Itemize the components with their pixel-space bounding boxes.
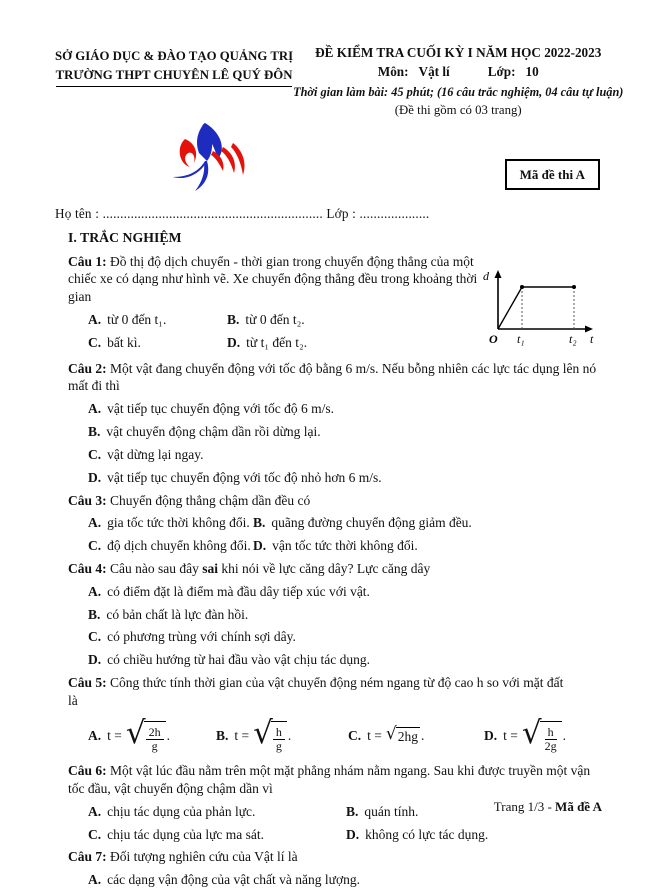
option-a: A. các dạng vận động của vật chất và năng lượng. xyxy=(88,872,360,888)
option-a: A. gia tốc tức thời không đổi. xyxy=(88,515,250,531)
option-b: B. từ 0 đến t₂. xyxy=(227,312,305,328)
grade-label: Lớp: xyxy=(487,64,516,80)
student-line xyxy=(55,205,608,222)
pages-line: (Đề thi gồm có 03 trang) xyxy=(394,103,522,118)
graph-t1-label: t₁ xyxy=(517,331,525,346)
displacement-time-graph xyxy=(478,265,606,347)
question-1-text: Câu 1: Đồ thị độ dịch chuyển - thời gian trong chuyển động thẳng của một chiếc xe có dạng như hình vẽ. Xe chuyển động thẳng đều trong khoảng thời gian xyxy=(68,253,478,305)
question-1-label: Câu 1: xyxy=(68,253,107,269)
option-d: D. không có lực tác dụng. xyxy=(346,826,489,842)
question-5-text: Câu 5: Công thức tính thời gian của vật chuyển động ném ngang từ độ cao h so với mặt đất là xyxy=(68,675,564,708)
option-c: C. vật dừng lại ngay. xyxy=(88,446,204,462)
option-a: A. có điểm đặt là điểm mà đầu dây tiếp xúc với vật. xyxy=(88,583,370,599)
sqrt-icon: √ xyxy=(521,714,542,751)
option-d: D. từ t₁ đến t₂. xyxy=(227,334,308,350)
class-label: Lớp : xyxy=(322,205,360,221)
subject-label: Môn: xyxy=(377,64,409,80)
grade-value: 10 xyxy=(525,64,539,80)
question-4-text: Câu 4: Câu nào sau đây sai khi nói về lực căng dây? Lực căng dây xyxy=(68,560,431,576)
option-c: C. có phương trùng với chính sợi dây. xyxy=(88,629,296,645)
option-c: C. bất kì. xyxy=(88,334,141,350)
sqrt-icon: √ xyxy=(125,714,146,751)
question-1 xyxy=(68,253,608,352)
page-footer xyxy=(494,798,602,815)
question-2-options xyxy=(68,400,608,486)
option-d: D. vận tốc tức thời không đổi. xyxy=(253,538,418,554)
option-d: D. có chiều hướng từ hai đầu vào vật chịu tác dụng. xyxy=(88,652,370,668)
option-a: A. t = √ $\frac{2h}{g}$ . xyxy=(88,714,171,754)
option-c: C. chịu tác dụng của lực ma sát. xyxy=(88,826,265,842)
option-b: B. có bản chất là lực đàn hồi. xyxy=(88,606,249,622)
header-left xyxy=(55,44,293,119)
graph-origin-label: O xyxy=(489,331,498,346)
graph-t2-label: t₂ xyxy=(569,331,577,346)
footer-exam-code: Mã đề A xyxy=(555,798,602,814)
option-c: C. t = √ 2hg . xyxy=(348,724,425,745)
question-6-text: Câu 6: Một vật lúc đầu nằm trên một mặt phẳng nhám nằm ngang. Sau khi được truyền một vận tốc đầu, vật chuyển động chậm dần vì xyxy=(68,763,591,797)
option-b: B. t = √ $\frac{h}{g}$ . xyxy=(216,714,292,754)
school-name: TRƯỜNG THPT CHUYÊN LÊ QUÝ ĐÔN xyxy=(56,67,293,87)
option-d: D. t = √ $\frac{h}{2g}$ . xyxy=(484,714,567,754)
header xyxy=(55,44,624,119)
class-fill-dots: .................... xyxy=(359,205,430,221)
question-5-options xyxy=(68,714,608,755)
header-row2 xyxy=(55,119,608,201)
option-b: B. quãng đường chuyển động giảm đều. xyxy=(253,515,472,531)
question-3-text: Câu 3: Chuyển động thẳng chậm dần đều có xyxy=(68,492,311,508)
sqrt-icon: √ xyxy=(253,714,273,751)
option-a: A. chịu tác dụng của phản lực. xyxy=(88,803,256,819)
name-fill-dots: ............................................................... xyxy=(102,205,323,221)
section-title: I. TRẮC NGHIỆM xyxy=(68,230,182,246)
header-right xyxy=(293,44,623,119)
question-7 xyxy=(68,848,608,889)
question-2 xyxy=(68,360,608,487)
question-5 xyxy=(68,674,608,754)
name-label: Họ tên : xyxy=(55,205,103,221)
graph-xlabel: t xyxy=(590,331,594,346)
exam-code-box: Mã đề thi A xyxy=(505,159,600,190)
question-7-options xyxy=(68,871,608,889)
option-b: B. quán tính. xyxy=(346,803,419,819)
page-number: Trang 1/3 - xyxy=(493,798,556,814)
question-3 xyxy=(68,492,608,555)
question-2-text: Câu 2: Một vật đang chuyển động với tốc độ bằng 6 m/s. Nếu bỗng nhiên các lực tác dụng lên nó mất đi thì xyxy=(68,360,597,394)
option-b: B. vật chuyển động chậm dần rồi dừng lại. xyxy=(88,424,321,440)
exam-title: ĐỀ KIỂM TRA CUỐI KỲ I NĂM HỌC 2022-2023 xyxy=(315,45,602,60)
subject-value: Vật lí xyxy=(418,64,450,80)
option-a: A. vật tiếp tục chuyển động với tốc độ 6 m/s. xyxy=(88,401,334,417)
department-name: SỞ GIÁO DỤC & ĐÀO TẠO QUẢNG TRỊ xyxy=(55,49,294,63)
question-3-options xyxy=(68,514,608,555)
school-logo-icon xyxy=(155,121,251,202)
question-4-options xyxy=(68,583,608,669)
question-7-text: Câu 7: Đối tượng nghiên cứu của Vật lí là xyxy=(68,849,298,865)
option-a: A. từ 0 đến t₁. xyxy=(88,312,167,328)
option-c: C. độ dịch chuyển không đổi. xyxy=(88,538,251,554)
subject-grade-line xyxy=(293,63,623,80)
graph-ylabel: d xyxy=(483,268,489,283)
emphasized-word: sai xyxy=(202,560,219,576)
question-4 xyxy=(68,560,608,669)
sqrt-icon: √ xyxy=(385,724,397,745)
option-d: D. vật tiếp tục chuyển động với tốc độ nhỏ hơn 6 m/s. xyxy=(88,469,382,485)
time-line: Thời gian làm bài: 45 phút; (16 câu trắc nghiệm, 04 câu tự luận) xyxy=(293,84,624,99)
